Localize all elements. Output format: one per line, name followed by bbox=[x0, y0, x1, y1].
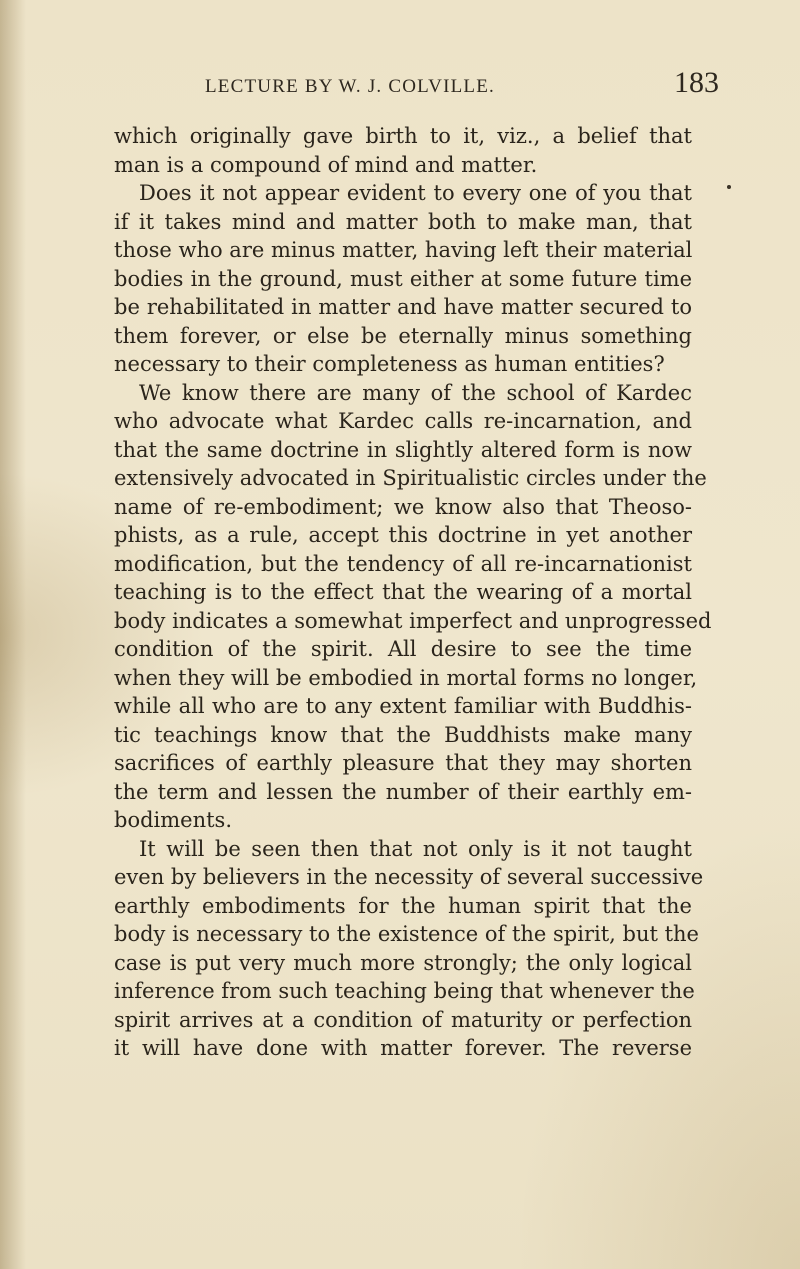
text-line: case is put very much more strongly; the only logical bbox=[114, 950, 692, 975]
text-line: necessary to their completeness as human entities? bbox=[114, 352, 665, 376]
text-line: It will be seen then that not only is it not taught bbox=[139, 836, 692, 861]
text-line: body is necessary to the existence of the spirit, but the bbox=[114, 922, 699, 946]
text-line: body indicates a somewhat imperfect and unprogressed bbox=[114, 608, 712, 633]
text-line: those who are minus matter, having left their material bbox=[114, 238, 693, 262]
body-text bbox=[114, 122, 712, 1063]
text-line: modification, but the tendency of all re-incarnationist bbox=[114, 551, 692, 576]
text-line: be rehabilitated in matter and have matter secured to bbox=[114, 295, 692, 319]
stray-ink-mark bbox=[727, 185, 731, 189]
text-line: while all who are to any extent familiar with Buddhis- bbox=[114, 694, 692, 718]
text-line: bodies in the ground, must either at some future time bbox=[114, 266, 692, 291]
text-line: teaching is to the effect that the wearing of a mortal bbox=[114, 580, 692, 604]
text-line: when they will be embodied in mortal forms no longer, bbox=[114, 665, 698, 690]
text-line: man is a compound of mind and matter. bbox=[114, 152, 538, 177]
text-line: sacrifices of earthly pleasure that they may shorten bbox=[114, 751, 692, 775]
text-line: even by believers in the necessity of several successive bbox=[114, 865, 704, 889]
page-header bbox=[0, 62, 800, 102]
page-number: 183 bbox=[674, 66, 719, 99]
text-line: who advocate what Kardec calls re-incarnation, and bbox=[114, 409, 692, 433]
running-head: LECTURE BY W. J. COLVILLE. bbox=[205, 76, 495, 97]
text-line: the term and lessen the number of their earthly em- bbox=[114, 779, 692, 804]
text-line: condition of the spirit. All desire to see the time bbox=[114, 637, 692, 661]
text-line: Does it not appear evident to every one of you that bbox=[139, 181, 692, 205]
text-line: extensively advocated in Spiritualistic circles under the bbox=[114, 466, 707, 490]
text-line: bodiments. bbox=[114, 808, 233, 832]
binding-shadow bbox=[0, 0, 26, 1269]
text-line: phists, as a rule, accept this doctrine in yet another bbox=[114, 523, 692, 547]
text-line: it will have done with matter forever. The reverse bbox=[114, 1036, 692, 1060]
text-line: inference from such teaching being that whenever the bbox=[114, 979, 695, 1003]
text-line: if it takes mind and matter both to make man, that bbox=[114, 209, 692, 234]
text-line: spirit arrives at a condition of maturity or perfection bbox=[114, 1007, 692, 1032]
text-line: which originally gave birth to it, viz., a belief that bbox=[114, 124, 692, 148]
text-line: earthly embodiments for the human spirit that the bbox=[114, 893, 692, 918]
text-line: We know there are many of the school of Kardec bbox=[139, 380, 692, 405]
text-line: tic teachings know that the Buddhists make many bbox=[114, 722, 692, 747]
text-line: name of re-embodiment; we know also that Theoso- bbox=[114, 494, 692, 519]
text-line: them forever, or else be eternally minus something bbox=[114, 323, 692, 348]
text-line: that the same doctrine in slightly altered form is now bbox=[114, 437, 692, 462]
